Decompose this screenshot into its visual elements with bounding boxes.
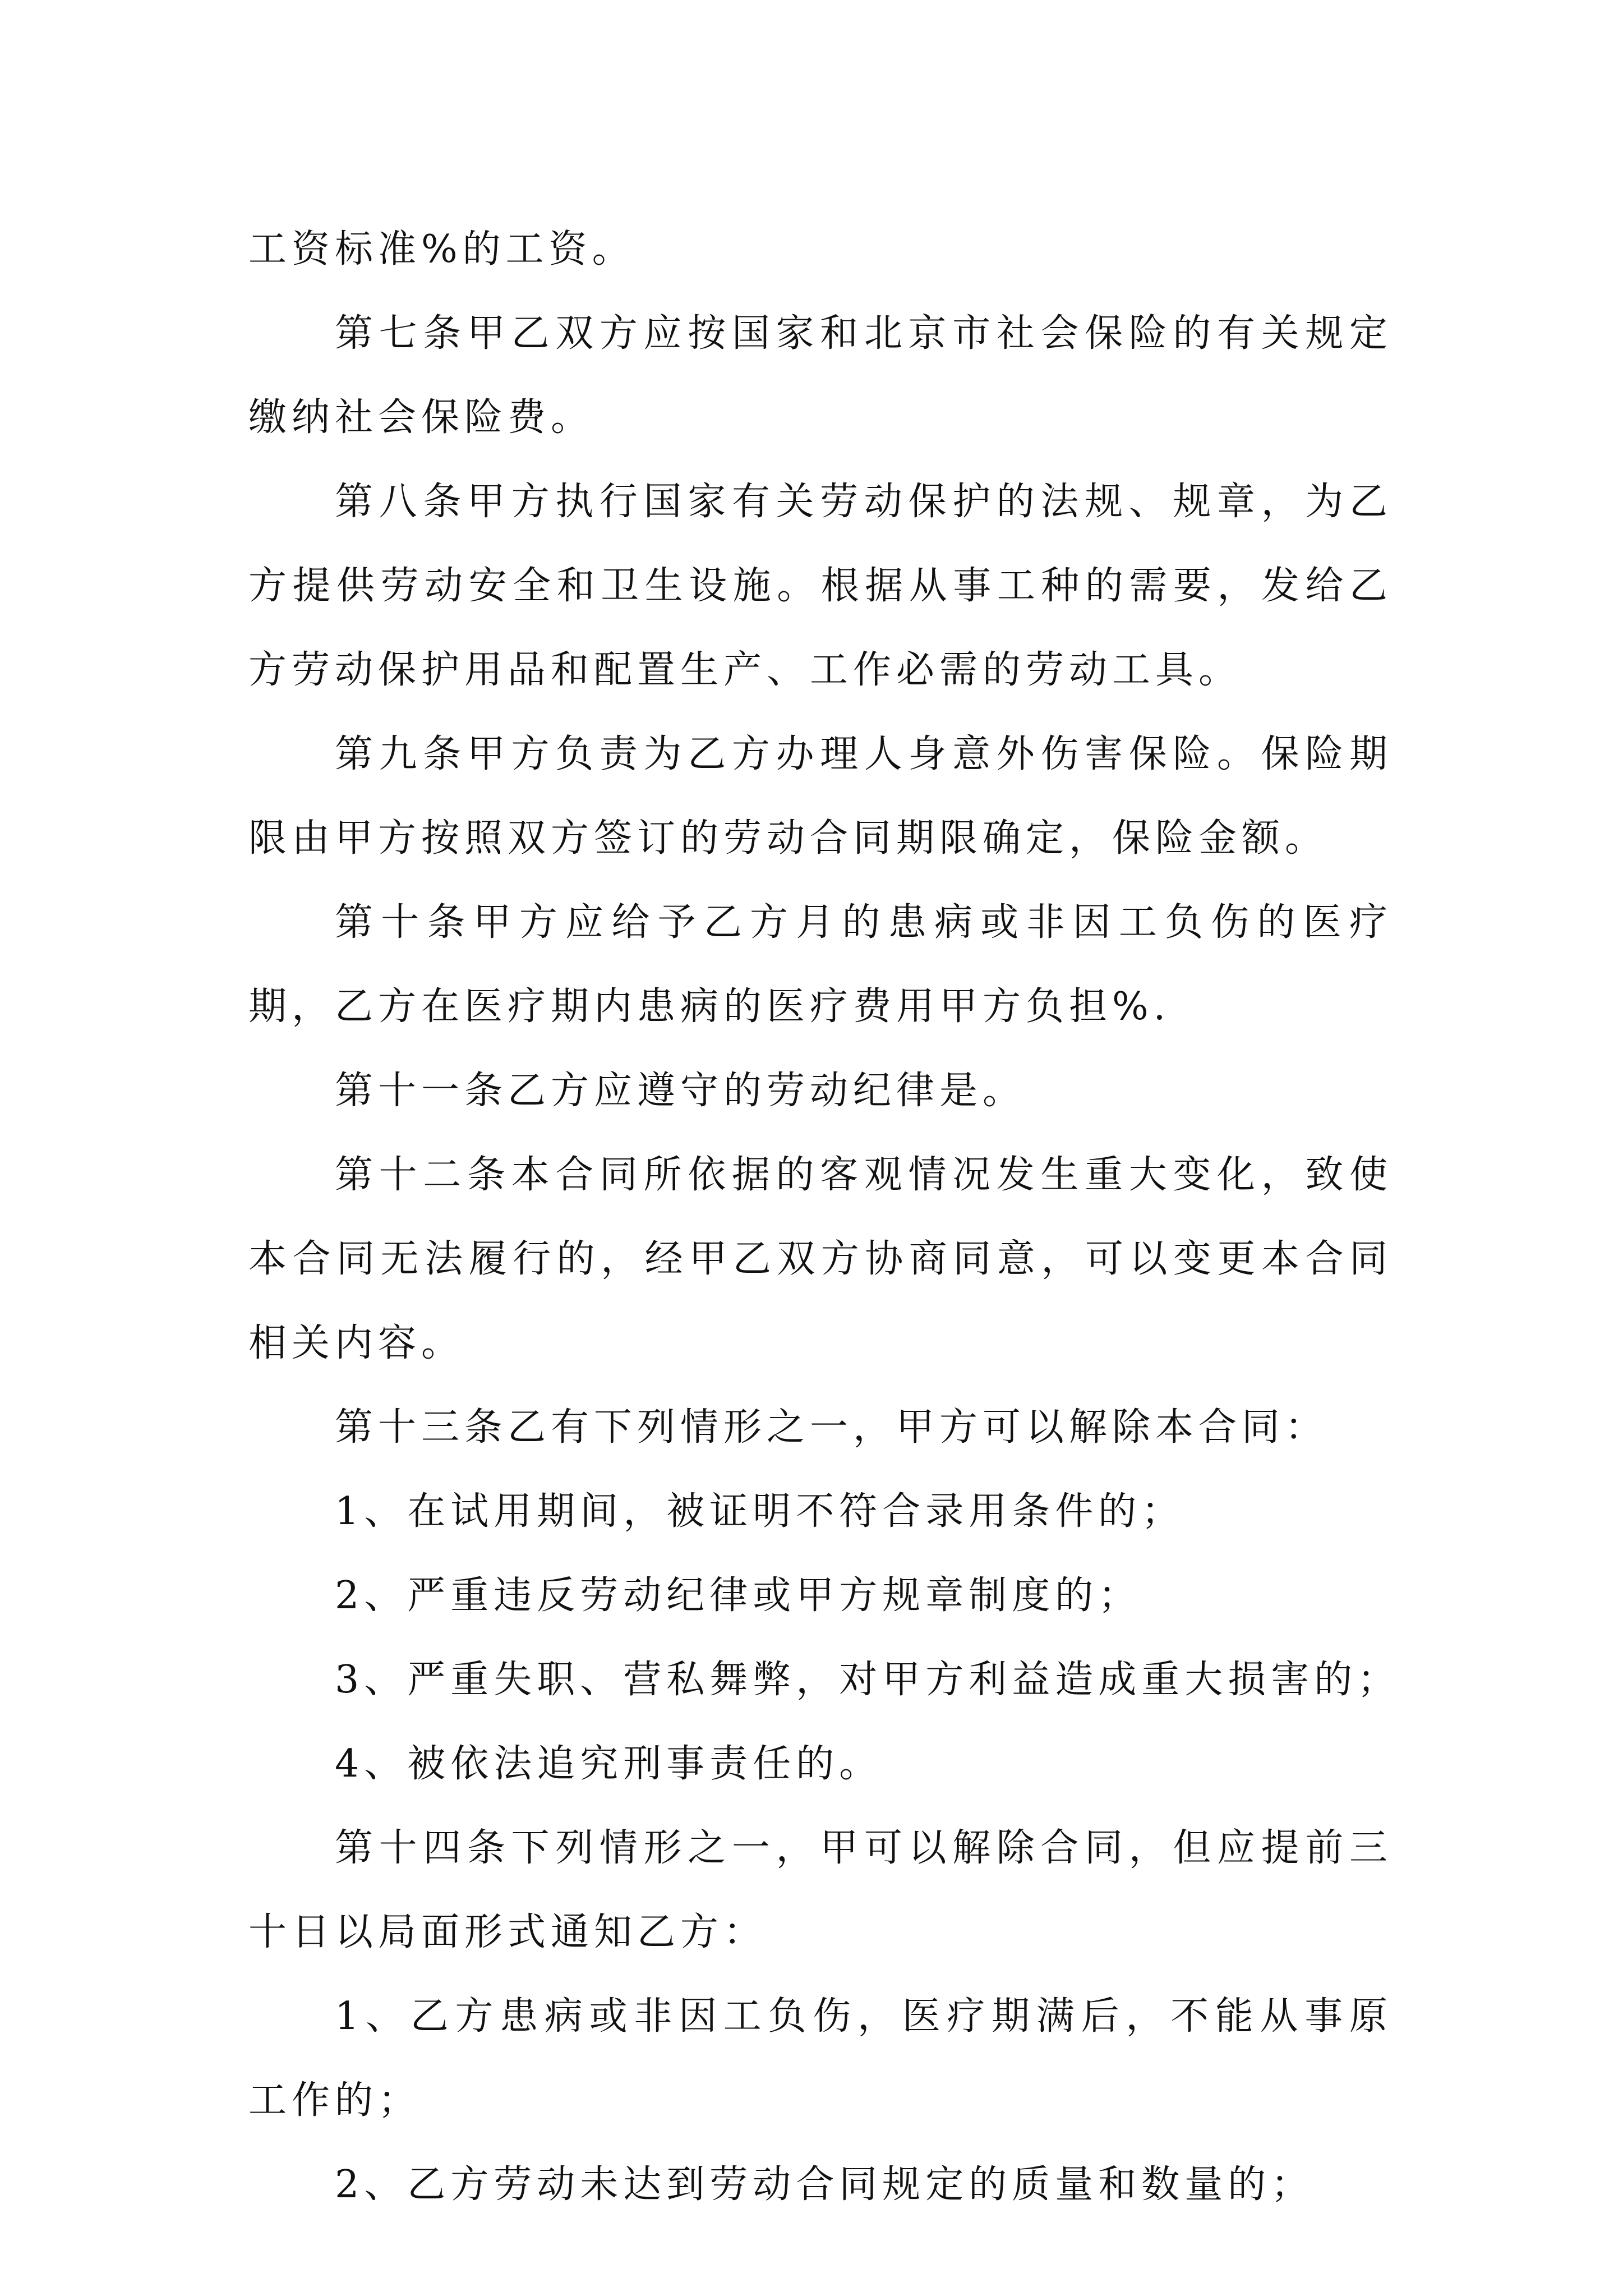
paragraph-article-9: 第九条甲方负责为乙方办理人身意外伤害保险。保险期限由甲方按照双方签订的劳动合同期限确定，保险金额。 (248, 732, 1393, 861)
paragraph-wage-continuation: 工资标准%的工资。 (248, 227, 635, 272)
paragraph-article-14: 第十四条下列情形之一，甲可以解除合同，但应提前三十日以局面形式通知乙方： (248, 1826, 1393, 1954)
paragraph-article-10: 第十条甲方应给予乙方月的患病或非因工负伤的医疗期，乙方在医疗期内患病的医疗费用甲方负担%. (248, 900, 1393, 1029)
list-item-13-3: 3、严重失职、营私舞弊，对甲方利益造成重大损害的； (335, 1658, 1401, 1702)
list-item-14-1: 1、乙方患病或非因工负伤，医疗期满后，不能从事原工作的； (248, 1994, 1393, 2123)
document-body (248, 208, 1401, 2227)
paragraph-article-12: 第十二条本合同所依据的客观情况发生重大变化，致使本合同无法履行的，经甲乙双方协商同意，可以变更本合同相关内容。 (248, 1153, 1393, 1365)
paragraph-article-7: 第七条甲乙双方应按国家和北京市社会保险的有关规定缴纳社会保险费。 (248, 311, 1393, 440)
list-item-14-2: 2、乙方劳动未达到劳动合同规定的质量和数量的； (335, 2162, 1315, 2207)
paragraph-article-8: 第八条甲方执行国家有关劳动保护的法规、规章，为乙方提供劳动安全和卫生设施。根据从事工种的需要，发给乙方劳动保护用品和配置生产、工作必需的劳动工具。 (248, 480, 1393, 692)
list-item-13-2: 2、严重违反劳动纪律或甲方规章制度的； (335, 1573, 1142, 1618)
paragraph-article-11: 第十一条乙方应遵守的劳动纪律是。 (335, 1069, 1026, 1113)
list-item-13-1: 1、在试用期间，被证明不符合录用条件的； (335, 1489, 1185, 1534)
list-item-13-4: 4、被依法追究刑事责任的。 (335, 1742, 883, 1786)
paragraph-article-13: 第十三条乙有下列情形之一，甲方可以解除本合同： (335, 1405, 1329, 1450)
